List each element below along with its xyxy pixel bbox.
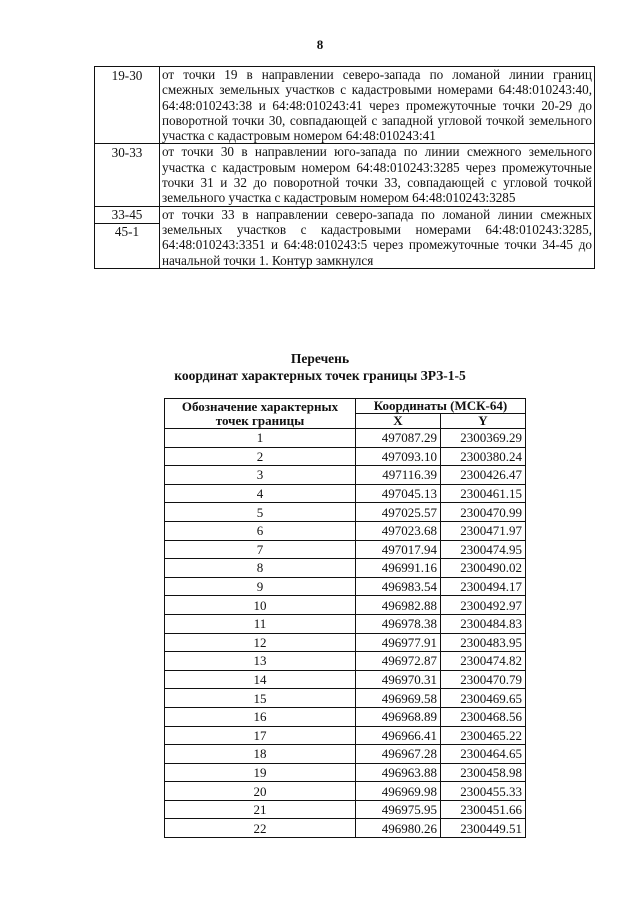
page-number: 8	[316, 37, 324, 52]
point-number: 12	[165, 633, 356, 652]
table-row	[165, 559, 526, 578]
segment-description: от точки 30 в направлении юго-запада по линии смежного земельного участка с кадастровым номером 64:48:010243:3285 через промежуточные точки 31 и 32 до поворотной точки 33, совпадающей с угловой точкой земельного участка с кадастровым номером 64:48:010243:3285	[160, 144, 595, 206]
table-row	[95, 144, 595, 206]
coord-x: 496969.98	[356, 782, 441, 801]
point-number: 6	[165, 521, 356, 540]
table-row	[165, 800, 526, 819]
coord-y: 2300474.95	[441, 540, 526, 559]
table-row	[165, 726, 526, 745]
table-row	[165, 819, 526, 838]
table-row	[165, 484, 526, 503]
segment-label: 30-33	[95, 144, 160, 206]
table-row	[165, 707, 526, 726]
coord-x: 496977.91	[356, 633, 441, 652]
table-row	[165, 466, 526, 485]
point-number: 17	[165, 726, 356, 745]
coord-y: 2300469.65	[441, 689, 526, 708]
coord-y: 2300483.95	[441, 633, 526, 652]
coord-y: 2300449.51	[441, 819, 526, 838]
coord-x: 496991.16	[356, 559, 441, 578]
point-number: 3	[165, 466, 356, 485]
coord-x: 496963.88	[356, 763, 441, 782]
coord-y: 2300461.15	[441, 484, 526, 503]
segment-description: от точки 33 в направлении северо-запада по ломаной линии смежных земельных участков с кадастровыми номерами 64:48:010243:3285, 64:48:010243:3351 и 64:48:010243:5 через промежуточные точки 34-45 до начальной точки 1. Контур замкнулся	[160, 206, 595, 268]
coord-y: 2300458.98	[441, 763, 526, 782]
coord-y: 2300490.02	[441, 559, 526, 578]
coord-y: 2300455.33	[441, 782, 526, 801]
table-row	[165, 577, 526, 596]
boundary-description-table	[94, 66, 595, 269]
table-row	[165, 782, 526, 801]
coordinates-table	[164, 398, 526, 838]
coord-y: 2300468.56	[441, 707, 526, 726]
coord-y: 2300451.66	[441, 800, 526, 819]
list-title-line: координат характерных точек границы ЗРЗ-1-5	[174, 368, 466, 383]
table-row	[165, 521, 526, 540]
coord-x: 496972.87	[356, 652, 441, 671]
segment-label-split	[95, 206, 160, 268]
table-row	[165, 689, 526, 708]
coord-y: 2300369.29	[441, 429, 526, 448]
segment-label: 33-45	[95, 207, 159, 224]
table-row	[165, 763, 526, 782]
coord-x: 497023.68	[356, 521, 441, 540]
point-number: 11	[165, 614, 356, 633]
coord-y: 2300494.17	[441, 577, 526, 596]
table-row	[165, 670, 526, 689]
point-number: 22	[165, 819, 356, 838]
segment-label: 45-1	[114, 223, 140, 239]
table-row	[165, 429, 526, 448]
table-row	[165, 540, 526, 559]
point-number: 4	[165, 484, 356, 503]
coord-x: 496982.88	[356, 596, 441, 615]
point-number: 20	[165, 782, 356, 801]
coord-x: 496980.26	[356, 819, 441, 838]
coord-x: 496969.58	[356, 689, 441, 708]
coord-x: 497045.13	[356, 484, 441, 503]
coord-x: 496968.89	[356, 707, 441, 726]
point-number: 8	[165, 559, 356, 578]
point-number: 5	[165, 503, 356, 522]
point-number: 18	[165, 745, 356, 764]
table-row	[165, 652, 526, 671]
point-number: 16	[165, 707, 356, 726]
point-number: 2	[165, 447, 356, 466]
point-number: 15	[165, 689, 356, 708]
coord-x: 497116.39	[356, 466, 441, 485]
column-header-point: Обозначение характерных точек границы	[165, 399, 356, 429]
table-row	[165, 614, 526, 633]
coord-y: 2300380.24	[441, 447, 526, 466]
list-title-line: Перечень	[290, 351, 350, 366]
point-number: 7	[165, 540, 356, 559]
column-header-y: Y	[441, 414, 526, 429]
column-header-coords: Координаты (МСК-64)	[356, 399, 526, 414]
coord-x: 496975.95	[356, 800, 441, 819]
coord-y: 2300426.47	[441, 466, 526, 485]
table-row	[165, 745, 526, 764]
coord-y: 2300474.82	[441, 652, 526, 671]
coord-x: 496978.38	[356, 614, 441, 633]
table-row	[165, 596, 526, 615]
coord-y: 2300465.22	[441, 726, 526, 745]
table-header-row	[165, 399, 526, 414]
coord-x: 496966.41	[356, 726, 441, 745]
point-number: 14	[165, 670, 356, 689]
table-row	[165, 633, 526, 652]
point-number: 21	[165, 800, 356, 819]
point-number: 13	[165, 652, 356, 671]
point-number: 10	[165, 596, 356, 615]
column-header-x: X	[356, 414, 441, 429]
point-number: 1	[165, 429, 356, 448]
table-row	[165, 447, 526, 466]
coord-y: 2300464.65	[441, 745, 526, 764]
point-number: 9	[165, 577, 356, 596]
table-row	[95, 206, 595, 268]
point-number: 19	[165, 763, 356, 782]
coord-x: 496983.54	[356, 577, 441, 596]
coord-y: 2300484.83	[441, 614, 526, 633]
coord-y: 2300471.97	[441, 521, 526, 540]
coord-x: 497093.10	[356, 447, 441, 466]
coord-x: 497025.57	[356, 503, 441, 522]
table-row	[95, 67, 595, 144]
list-title	[0, 350, 640, 384]
table-row	[165, 503, 526, 522]
segment-label: 19-30	[95, 67, 160, 144]
coord-y: 2300470.79	[441, 670, 526, 689]
coord-x: 497017.94	[356, 540, 441, 559]
coord-x: 496970.31	[356, 670, 441, 689]
coord-y: 2300492.97	[441, 596, 526, 615]
segment-description: от точки 19 в направлении северо-запада по ломаной линии границ смежных земельных участков с кадастровыми номерами 64:48:010243:40, 64:48:010243:38 и 64:48:010243:41 через промежуточные точки 20-29 до поворотной точки 30, совпадающей с западной угловой точкой земельного участка с кадастровым номером 64:48:010243:41	[160, 67, 595, 144]
coord-x: 496967.28	[356, 745, 441, 764]
coord-x: 497087.29	[356, 429, 441, 448]
coord-y: 2300470.99	[441, 503, 526, 522]
